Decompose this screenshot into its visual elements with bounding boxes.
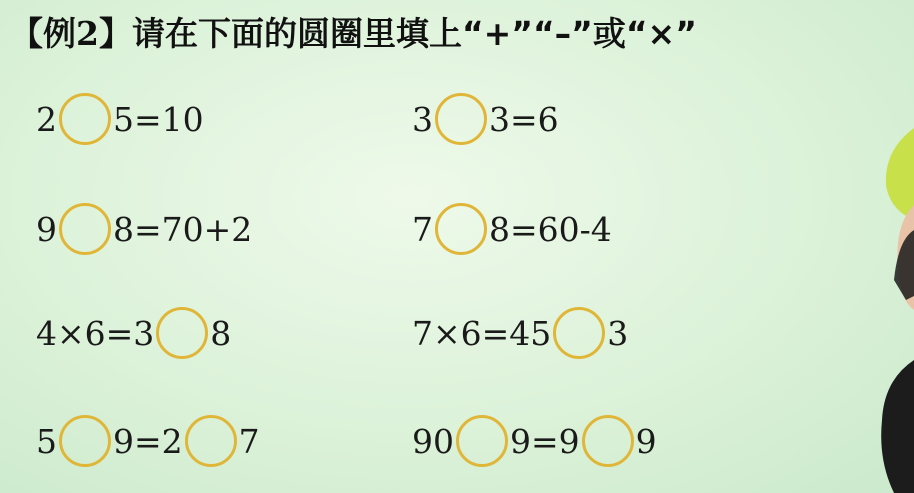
equation-5 bbox=[36, 303, 231, 363]
operand: 3 bbox=[412, 99, 433, 139]
equation-3 bbox=[36, 199, 252, 259]
operand: 90 bbox=[412, 421, 454, 461]
answer-circle[interactable] bbox=[435, 93, 487, 145]
presenter-figure bbox=[854, 0, 914, 493]
green-hat-brim bbox=[886, 128, 914, 220]
equation-7 bbox=[36, 411, 260, 471]
operand: 2 bbox=[36, 99, 57, 139]
operand: 3 bbox=[607, 313, 629, 353]
answer-circle[interactable] bbox=[456, 415, 508, 467]
presenter-hair-lower bbox=[881, 360, 914, 493]
answer-circle[interactable] bbox=[185, 415, 237, 467]
operand: 5=10 bbox=[113, 99, 204, 139]
operand: 7 bbox=[238, 421, 260, 461]
operand: 4×6=3 bbox=[36, 313, 155, 353]
answer-circle[interactable] bbox=[435, 203, 487, 255]
equation-2 bbox=[412, 89, 559, 149]
answer-circle[interactable] bbox=[156, 307, 208, 359]
equation-4 bbox=[412, 199, 612, 259]
equation-1 bbox=[36, 89, 204, 149]
operand: 9=2 bbox=[113, 421, 183, 461]
equation-8 bbox=[412, 411, 657, 471]
operand: 9 bbox=[36, 209, 57, 249]
answer-circle[interactable] bbox=[553, 307, 605, 359]
example-tag: 【例2】 bbox=[10, 14, 132, 53]
answer-circle[interactable] bbox=[59, 93, 111, 145]
operand: 7×6=45 bbox=[412, 313, 552, 353]
instruction-text: 请在下面的圆圈里填上“+”“–”或“×” bbox=[131, 14, 697, 53]
operand: 3=6 bbox=[489, 99, 559, 139]
operand: 8 bbox=[210, 313, 232, 353]
answer-circle[interactable] bbox=[59, 203, 111, 255]
operand: 5 bbox=[36, 421, 57, 461]
operand: 9 bbox=[635, 421, 657, 461]
equation-6 bbox=[412, 303, 628, 363]
operand: 9=9 bbox=[510, 421, 580, 461]
operand: 7 bbox=[412, 209, 433, 249]
answer-circle[interactable] bbox=[582, 415, 634, 467]
answer-circle[interactable] bbox=[59, 415, 111, 467]
operand: 8=60-4 bbox=[489, 209, 612, 249]
operand: 8=70+2 bbox=[113, 209, 253, 249]
problem-title bbox=[10, 8, 697, 55]
